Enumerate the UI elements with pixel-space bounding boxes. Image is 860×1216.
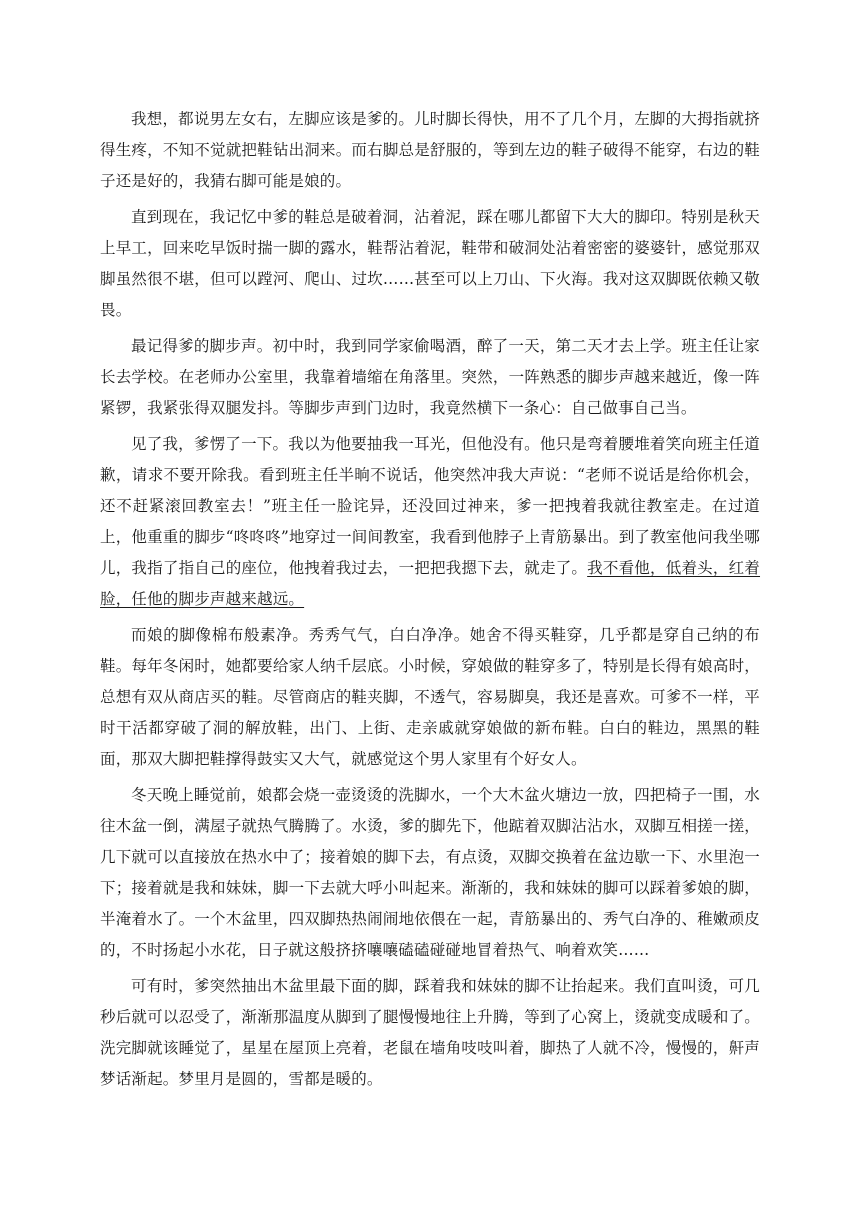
underlined-sentence: 我不看他，低着头，红着脸，任他的脚步声越来越远。: [100, 559, 761, 608]
paragraph-4-text: 见了我，爹愣了一下。我以为他要抽我一耳光，但他没有。他只是弯着腰堆着笑向班主任道歉，请求不要开除我。看到班主任半晌不说话，他突然冲我大声说：“老师不说话是给你机会，还不赶紧滚回教室去！”班主任一脸诧异，还没回过神来，爹一把拽着我就往教室走。在过道上，他重重的脚步“咚咚咚”地穿过一间间教室，我看到他脖子上青筋暴出。到了教室他问我坐哪儿，我指了指自己的座位，他拽着我过去，一把把我摁下去，就走了。: [100, 435, 760, 577]
paragraph-1: 我想，都说男左女右，左脚应该是爹的。儿时脚长得快，用不了几个月，左脚的大拇指就挤得生疼，不知不觉就把鞋钻出洞来。而右脚总是舒服的，等到左边的鞋子破得不能穿，右边的鞋子还是好的，我猜右脚可能是娘的。: [100, 110, 760, 190]
paragraph-6: 冬天晚上睡觉前，娘都会烧一壶烫烫的洗脚水，一个大木盆火塘边一放，四把椅子一围，水往木盆一倒，满屋子就热气腾腾了。水烫，爹的脚先下，他踮着双脚沾沾水，双脚互相搓一搓，几下就可以直接放在热水中了；接着娘的脚下去，有点烫，双脚交换着在盆边歇一下、水里泡一下；接着就是我和妹妹，脚一下去就大呼小叫起来。渐渐的，我和妹妹的脚可以踩着爹娘的脚，半淹着水了。一个木盆里，四双脚热热闹闹地依偎在一起，青筋暴出的、秀气白净的、稚嫩顽皮的，不时扬起小水花，日子就这般挤挤嚷嚷磕磕碰碰地冒着热气、响着欢笑……: [100, 786, 760, 959]
paragraph-2: 直到现在，我记忆中爹的鞋总是破着洞，沾着泥，踩在哪儿都留下大大的脚印。特别是秋天上早工，回来吃早饭时揣一脚的露水，鞋帮沾着泥，鞋带和破洞处沾着密密的婆婆针，感觉那双脚虽然很不堪，但可以蹚河、爬山、过坎……甚至可以上刀山、下火海。我对这双脚既依赖又敬畏。: [100, 208, 760, 319]
paragraph-4: [100, 429, 760, 615]
paragraph-5: 而娘的脚像棉布般素净。秀秀气气，白白净净。她舍不得买鞋穿，几乎都是穿自己纳的布鞋。每年冬闲时，她都要给家人纳千层底。小时候，穿娘做的鞋穿多了，特别是长得有娘高时，总想有双从商店买的鞋。尽管商店的鞋夹脚，不透气，容易脚臭，我还是喜欢。可爹不一样，平时干活都穿破了洞的解放鞋，出门、上街、走亲戚就穿娘做的新布鞋。白白的鞋边，黑黑的鞋面，那双大脚把鞋撑得鼓实又大气，就感觉这个男人家里有个好女人。: [100, 626, 760, 768]
paragraph-7: 可有时，爹突然抽出木盆里最下面的脚，踩着我和妹妹的脚不让抬起来。我们直叫烫，可几秒后就可以忍受了，渐渐那温度从脚到了腿慢慢地往上升腾，等到了心窝上，烫就变成暖和了。洗完脚就该睡觉了，星星在屋顶上亮着，老鼠在墙角吱吱叫着，脚热了人就不冷，慢慢的，鼾声梦话渐起。梦里月是圆的，雪都是暖的。: [100, 977, 760, 1088]
document-body: [100, 104, 760, 1100]
paragraph-3: 最记得爹的脚步声。初中时，我到同学家偷喝酒，醉了一天，第二天才去上学。班主任让家长去学校。在老师办公室里，我靠着墙缩在角落里。突然，一阵熟悉的脚步声越来越近，像一阵紧锣，我紧张得双腿发抖。等脚步声到门边时，我竟然横下一条心：自己做事自己当。: [100, 337, 760, 417]
